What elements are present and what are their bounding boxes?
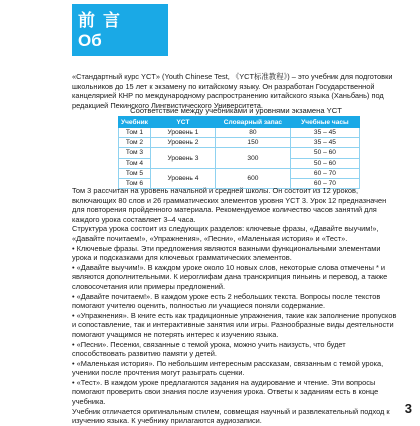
body-paragraph: • Ключевые фразы. Эти предложения являются важными функциональными элементами урока и подсказками для ключевых грамматических элементов. — [72, 243, 381, 263]
table-cell: 60 – 70 — [290, 168, 359, 178]
body-text — [72, 186, 400, 426]
body-paragraph: • «Песни». Песенки, связанные с темой урока, можно учить наизусть, что будет способствовать развитию памяти у детей. — [72, 339, 346, 359]
table-cell: 35 – 45 — [290, 138, 359, 148]
body-paragraph: Учебник отличается оригинальным стилем, совмещая научный и развлекательный подход к изучению языка. К учебнику прилагаются аудиозаписи. — [72, 406, 390, 426]
table-cell: Том 6 — [119, 178, 151, 188]
body-paragraph: Структура урока состоит из следующих разделов: ключевые фразы, «Давайте выучим!», «Давайте почитаем!», «Упражнения», «Песни», «Маленькая история» и «Тест». — [72, 224, 379, 243]
table-row — [119, 168, 360, 178]
table-cell: 60 – 70 — [290, 178, 359, 188]
table-row — [119, 128, 360, 138]
column-header: YCT — [150, 117, 215, 128]
body-paragraph: • «Маленькая история». По небольшим интересным рассказам, связанным с темой урока, ученики после прочтения могут разыграть сценки. — [72, 358, 384, 378]
page-number: 3 — [404, 401, 412, 416]
body-paragraph: • «Тест». В каждом уроке предлагаются задания на аудирование и чтение. Эти вопросы помогают проверить свои знания после изучения урока. Ответы к заданиям есть в конце учебника. — [72, 377, 379, 407]
body-paragraph: • «Упражнения». В книге есть как традиционные упражнения, такие как заполнение пропусков и сопоставление, так и интерактивные занятия или игры. Разнообразные виды деятельности помогают учащимся не потерять интерес к изучению языка. — [72, 310, 397, 339]
table-cell: Уровень 3 — [150, 148, 215, 168]
table-row — [119, 138, 360, 148]
table-cell: Том 2 — [119, 138, 151, 148]
table-cell: Том 1 — [119, 128, 151, 138]
table-cell: Уровень 4 — [150, 168, 215, 188]
column-header: Учебник — [119, 117, 151, 128]
table-cell: 150 — [215, 138, 290, 148]
table-header-row — [119, 117, 360, 128]
table-cell: 35 – 45 — [290, 128, 359, 138]
body-paragraph: • «Давайте выучим!». В каждом уроке около 10 новых слов, некоторые слова отмечены * и являются дополнительными. К иероглифам дана транскрипция пиньинь и перевод, а также словосочетания или примеры предложений. — [72, 262, 388, 291]
table-cell: 300 — [215, 148, 290, 168]
table-cell: 50 – 60 — [290, 158, 359, 168]
table-caption: Соответствие между учебниками и уровнями экзамена YCT — [130, 106, 342, 115]
body-paragraph: • «Давайте почитаем!». В каждом уроке есть 2 небольших текста. Вопросы после текстов помогают учителю оценить, полностью ли учащиеся поняли содержание. — [72, 291, 381, 311]
textbook-level-table — [118, 116, 360, 189]
column-header: Учебные часы — [290, 117, 359, 128]
body-paragraph: Том 3 рассчитан на уровень начальной и средней школы. Он состоит из 12 уроков, включающих 80 слов и 26 грамматических элементов уровня YCT 3. Урок 12 предназначен для повторения пройденного материала. Рекомендуемое количество часов занятий для каждого урока составляет 3–4 часа. — [72, 186, 387, 224]
russian-title: Об издании — [78, 31, 149, 70]
table-cell: Том 5 — [119, 168, 151, 178]
table-cell: Уровень 2 — [150, 138, 215, 148]
chinese-title: 前言 — [78, 11, 128, 31]
table-cell: 80 — [215, 128, 290, 138]
table-cell: Уровень 1 — [150, 128, 215, 138]
table-row — [119, 148, 360, 158]
table-cell: Том 4 — [119, 158, 151, 168]
column-header: Словарный запас — [215, 117, 290, 128]
table-cell: Том 3 — [119, 148, 151, 158]
title-block — [72, 4, 168, 70]
table-cell: 600 — [215, 168, 290, 188]
intro-paragraph: «Стандартный курс YCT» (Youth Chinese Test, 《YCT标准教程》) – это учебник для подготовки школьников до 15 лет к экзамену по китайскому языку. Он разработан Государственной канцелярией КНР по международному распространению китайского языка (Ханьбань) под редакцией Пекинского Лингвистического Университета. — [72, 72, 393, 110]
table-cell: 50 – 60 — [290, 148, 359, 158]
